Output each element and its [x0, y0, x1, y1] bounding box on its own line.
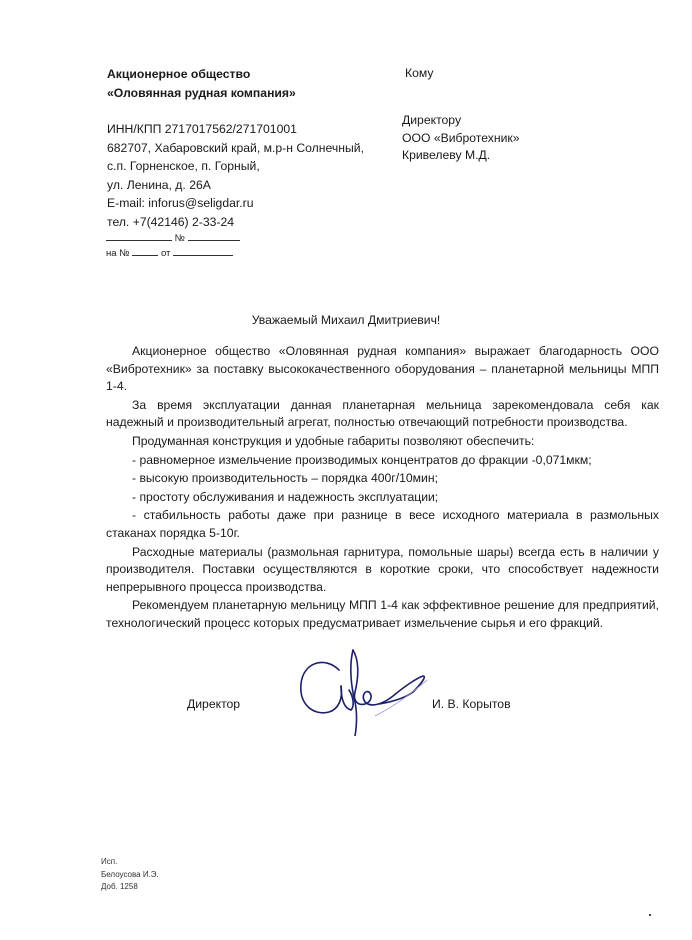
ref-date-blank	[173, 246, 233, 256]
recipient-name: Кривелеву М.Д.	[402, 148, 491, 162]
date-blank	[106, 231, 172, 241]
number-label: №	[174, 233, 185, 244]
number-blank	[188, 231, 240, 241]
executor-extension: Доб. 1258	[101, 882, 138, 891]
ref-label: на №	[106, 248, 130, 259]
body-paragraph: Расходные материалы (размольная гарнитура, помольные шары) всегда есть в наличии у производителя. Поставки осуществляются в короткие сроки, что способствует надежности непрерывного процесса производства.	[106, 544, 659, 594]
registration-fields	[106, 231, 240, 261]
from-label: от	[160, 248, 171, 259]
body-list-item: - высокую производительность – порядка 400г/10мин;	[132, 471, 438, 486]
body-paragraph: За время эксплуатации данная планетарная мельница зарекомендовала себя как надежный и производительный агрегат, полностью отвечающий потребности производства.	[106, 397, 659, 430]
sender-address-line1: 682707, Хабаровский край, м.р-н Солнечный,	[107, 140, 364, 155]
salutation: Уважаемый Михаил Дмитриевич!	[251, 313, 441, 327]
sender-email: E-mail: inforus@seligdar.ru	[107, 196, 254, 210]
sender-inn-kpp: ИНН/КПП 2717017562/271701001	[107, 122, 297, 136]
to-label: Кому	[405, 66, 434, 80]
sender-address-line2: с.п. Горненское, п. Горный,	[107, 159, 260, 173]
executor-label: Исп.	[101, 857, 118, 866]
recipient-block	[402, 112, 520, 165]
sender-org-line1: Акционерное общество	[107, 67, 251, 81]
executor-name: Белоусова И.Э.	[101, 869, 159, 879]
sender-block	[107, 65, 397, 231]
sender-phone: тел. +7(42146) 2-33-24	[107, 214, 234, 229]
body-list-item: - равномерное измельчение производимых концентратов до фракции -0,071мкм;	[132, 452, 592, 467]
signatory-name: И. В. Корытов	[432, 697, 511, 711]
scan-speck	[649, 914, 651, 916]
handwritten-signature-icon	[295, 646, 445, 736]
executor-footer	[101, 856, 159, 894]
sender-address-line3: ул. Ленина, д. 26А	[107, 177, 211, 192]
body-list-item: - стабильность работы даже при разнице в весе исходного материала в размольных стаканах порядка 5-10г.	[106, 508, 659, 540]
ref-number-blank	[132, 246, 158, 256]
body-list-item: - простоту обслуживания и надежность эксплуатации;	[132, 489, 439, 504]
body-paragraph: Акционерное общество «Оловянная рудная компания» выражает благодарность ООО «Вибротехник» за поставку высококачественного оборудования – планетарной мельницы МПП 1-4.	[106, 344, 659, 394]
letter-body	[106, 343, 659, 633]
signatory-title: Директор	[187, 697, 241, 711]
sender-org-line2: «Оловянная рудная компания»	[107, 85, 296, 100]
recipient-position: Директору	[402, 113, 462, 127]
body-paragraph: Продуманная конструкция и удобные габариты позволяют обеспечить:	[132, 433, 535, 448]
body-paragraph: Рекомендуем планетарную мельницу МПП 1-4 как эффективное решение для предприятий, технологический процесс которых предусматривает измельчение сырья и его фракций.	[106, 598, 659, 630]
recipient-company: ООО «Вибротехник»	[402, 130, 520, 145]
